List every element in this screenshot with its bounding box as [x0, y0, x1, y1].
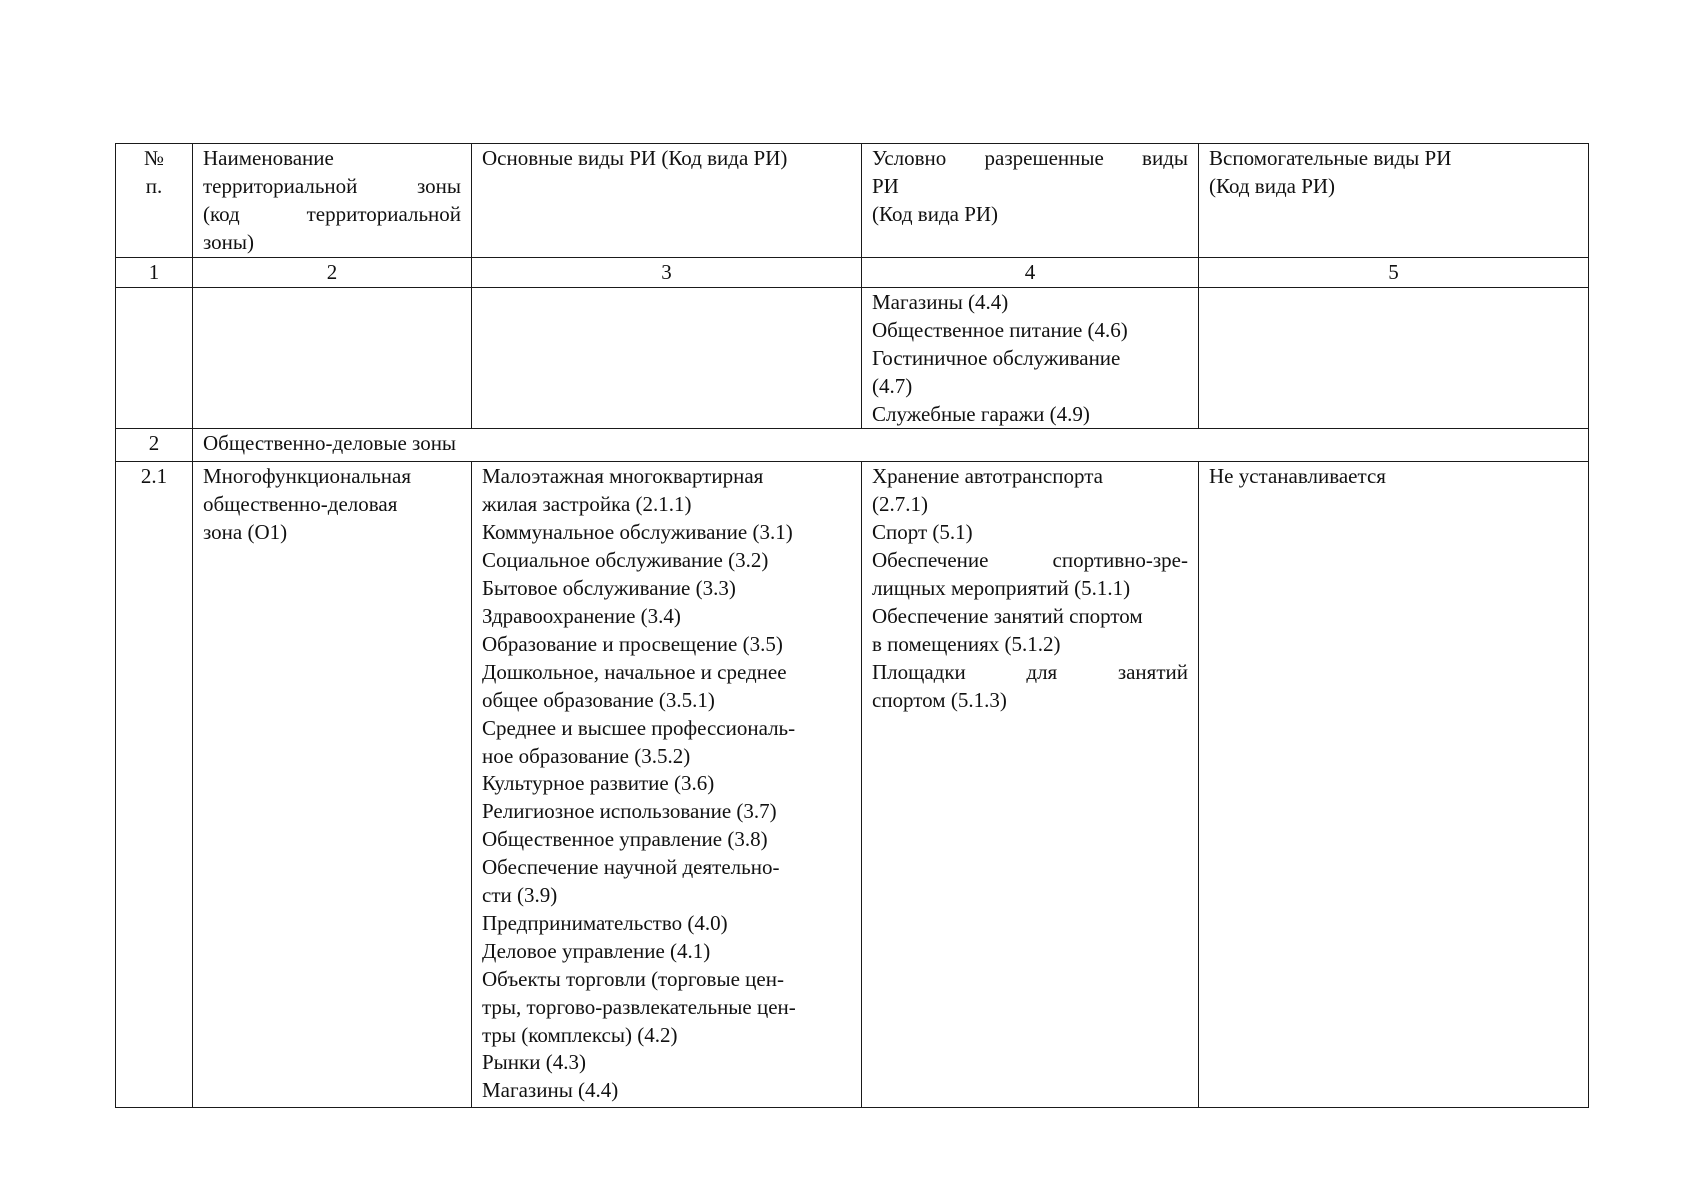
empty-cell: [193, 287, 472, 429]
list-item: Гостиничное обслуживание: [872, 345, 1121, 370]
list-item: лищных мероприятий (5.1.1): [872, 576, 1131, 601]
list-item: Малоэтажная многоквартирная: [482, 464, 764, 489]
list-item: спортом (5.1.3): [872, 687, 1007, 712]
header-zone-name-cell: [193, 144, 472, 258]
permitted-use-table: [115, 143, 1589, 1108]
column-number-row: [116, 258, 1589, 288]
list-item: Религиозное использование (3.7): [482, 799, 777, 824]
list-item: тры (комплексы) (4.2): [482, 1022, 678, 1047]
header-auxiliary-types-cell: [1199, 144, 1589, 258]
empty-cell: [1199, 287, 1589, 429]
list-item: Бытовое обслуживание (3.3): [482, 576, 736, 601]
list-item: Культурное развитие (3.6): [482, 771, 715, 796]
list-item: Предпринимательство (4.0): [482, 910, 728, 935]
header-conditional-types-cell: [862, 144, 1199, 258]
list-item: в помещениях (5.1.2): [872, 631, 1061, 656]
header-number-cell: [116, 144, 193, 258]
header-main-types-cell: [472, 144, 862, 258]
list-item: Коммунальное обслуживание (3.1): [482, 520, 793, 545]
list-item: Деловое управление (4.1): [482, 938, 711, 963]
table-header-row: [116, 144, 1589, 258]
column-number-cell: 5: [1199, 258, 1589, 288]
column-number-cell: 3: [472, 258, 862, 288]
list-item: Магазины (4.4): [482, 1078, 619, 1103]
header-line: Наименование: [203, 146, 334, 170]
header-line: (Код вида РИ): [872, 201, 999, 226]
list-item: Магазины (4.4): [872, 289, 1009, 314]
list-item: Площадки для занятий: [872, 659, 1188, 684]
list-item: сти (3.9): [482, 883, 558, 908]
conditional-types-cell: [862, 462, 1199, 1108]
list-item: тры, торгово-развлекательные цен-: [482, 994, 796, 1019]
section-row: [116, 429, 1589, 462]
list-item: Объекты торговли (торговые цен-: [482, 966, 784, 991]
list-item: Служебные гаражи (4.9): [872, 401, 1090, 426]
auxiliary-types-cell: [1199, 462, 1589, 1108]
section-number: 2: [116, 429, 193, 462]
list-item: Обеспечение занятий спортом: [872, 603, 1143, 628]
column-number-cell: 4: [862, 258, 1199, 288]
header-line: территориальной зоны: [203, 173, 461, 198]
list-item: Здравоохранение (3.4): [482, 603, 681, 628]
list-item: Обеспечение научной деятельно-: [482, 855, 780, 880]
column-number-cell: 1: [116, 258, 193, 288]
zone-row: [116, 462, 1589, 1108]
header-line: РИ: [872, 173, 899, 198]
zone-name-line: общественно-деловая: [203, 492, 398, 517]
header-line: Основные виды РИ (Код вида РИ): [482, 146, 788, 170]
list-item: Спорт (5.1): [872, 520, 973, 545]
list-item: общее образование (3.5.1): [482, 687, 715, 712]
main-types-cell: [472, 462, 862, 1108]
header-line: зоны): [203, 229, 255, 254]
list-item: Хранение автотранспорта: [872, 464, 1103, 489]
empty-cell: [116, 287, 193, 429]
header-line: (Код вида РИ): [1209, 173, 1336, 198]
continuation-row: [116, 287, 1589, 429]
list-item: Рынки (4.3): [482, 1050, 586, 1075]
zone-name-cell: [193, 462, 472, 1108]
list-item: ное образование (3.5.2): [482, 743, 691, 768]
header-line: Вспомогательные виды РИ: [1209, 146, 1452, 170]
list-item: Образование и просвещение (3.5): [482, 631, 783, 656]
list-item: Обеспечение спортивно-зре-: [872, 548, 1188, 573]
list-item: Общественное питание (4.6): [872, 317, 1128, 342]
header-line: №: [143, 146, 165, 170]
empty-cell: [472, 287, 862, 429]
zone-number: 2.1: [116, 462, 193, 1108]
zone-name-line: Многофункциональная: [203, 464, 412, 489]
list-item: Общественное управление (3.8): [482, 827, 768, 852]
header-line: п.: [145, 173, 163, 198]
section-title: Общественно-деловые зоны: [193, 429, 1589, 462]
list-item: Дошкольное, начальное и среднее: [482, 659, 787, 684]
list-item: Среднее и высшее профессиональ-: [482, 715, 796, 740]
list-item: (2.7.1): [872, 492, 928, 517]
list-item: (4.7): [872, 373, 913, 398]
continuation-conditional-cell: [862, 287, 1199, 429]
list-item: жилая застройка (2.1.1): [482, 492, 692, 517]
zone-name-line: зона (О1): [203, 520, 288, 545]
list-item: Социальное обслуживание (3.2): [482, 548, 769, 573]
header-line: (код территориальной: [203, 201, 461, 226]
header-line: Условно разрешенные виды: [872, 146, 1188, 170]
column-number-cell: 2: [193, 258, 472, 288]
list-item: Не устанавливается: [1209, 464, 1386, 489]
